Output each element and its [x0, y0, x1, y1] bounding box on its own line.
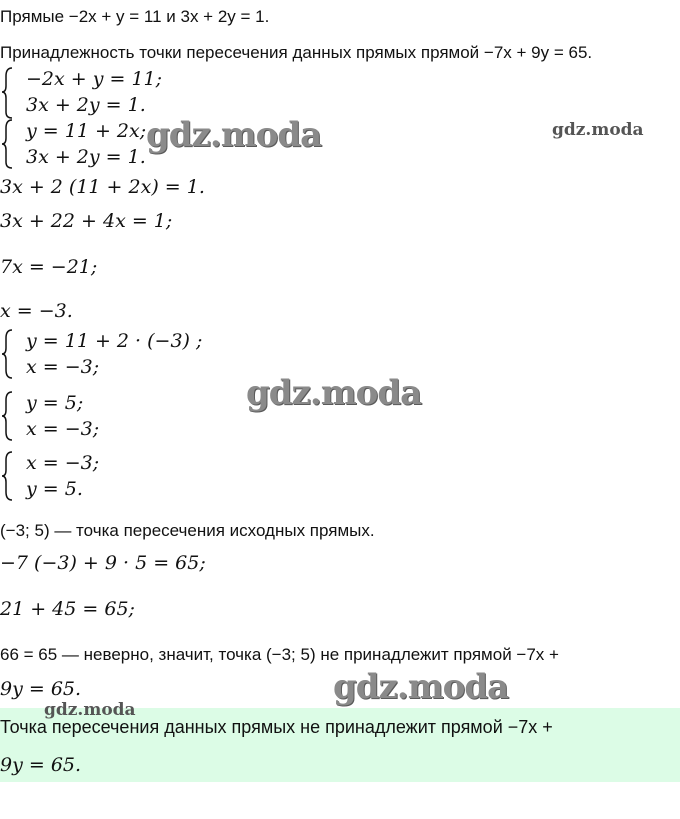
- sys4-row2: x = −3;: [26, 418, 100, 440]
- answer-line-1: Точка пересечения данных прямых не принадлежит прямой −7x +: [0, 717, 553, 737]
- watermark: gdz.moda: [146, 115, 322, 155]
- sys5-row2: y = 5.: [26, 478, 83, 500]
- watermark: gdz.moda: [246, 373, 422, 413]
- brace-icon: [0, 450, 14, 502]
- line-check: −7 (−3) + 9 · 5 = 65;: [0, 552, 206, 574]
- line-task: Принадлежность точки пересечения данных прямых прямой −7x + 9y = 65.: [0, 43, 593, 62]
- line-check-sum: 21 + 45 = 65;: [0, 598, 135, 620]
- sys2-row2: 3x + 2y = 1.: [26, 146, 146, 168]
- line-conclusion-1: 66 = 65 — неверно, значит, точка (−3; 5) не принадлежит прямой −7x +: [0, 645, 559, 664]
- watermark: gdz.moda: [333, 667, 509, 707]
- brace-icon: [0, 328, 14, 380]
- line-intersection-point: (−3; 5) — точка пересечения исходных прямых.: [0, 521, 375, 540]
- system-5: [0, 450, 140, 502]
- system-4: [0, 390, 140, 442]
- system-3: [0, 328, 220, 380]
- sys3-row2: x = −3;: [26, 356, 100, 378]
- line-expand: 3x + 22 + 4x = 1;: [0, 210, 173, 232]
- line-x-value: x = −3.: [0, 300, 73, 322]
- line-simplify: 7x = −21;: [0, 256, 98, 278]
- sys3-row1: y = 11 + 2 · (−3) ;: [26, 330, 203, 352]
- brace-icon: [0, 390, 14, 442]
- answer-line-2: 9y = 65.: [0, 754, 82, 776]
- line-substitute: 3x + 2 (11 + 2x) = 1.: [0, 176, 205, 198]
- brace-icon: [0, 66, 14, 170]
- line-conclusion-2: 9y = 65.: [0, 678, 82, 700]
- sys5-row1: x = −3;: [26, 452, 100, 474]
- sys4-row1: y = 5;: [26, 392, 84, 414]
- watermark-small: gdz.moda: [552, 120, 644, 140]
- sys1-row2: 3x + 2y = 1.: [26, 94, 146, 116]
- line-statement: Прямые −2x + y = 11 и 3x + 2y = 1.: [0, 7, 270, 26]
- sys1-row1: −2x + y = 11;: [26, 68, 163, 90]
- watermark-small: gdz.moda: [44, 700, 136, 720]
- sys2-row1: y = 11 + 2x;: [26, 120, 147, 142]
